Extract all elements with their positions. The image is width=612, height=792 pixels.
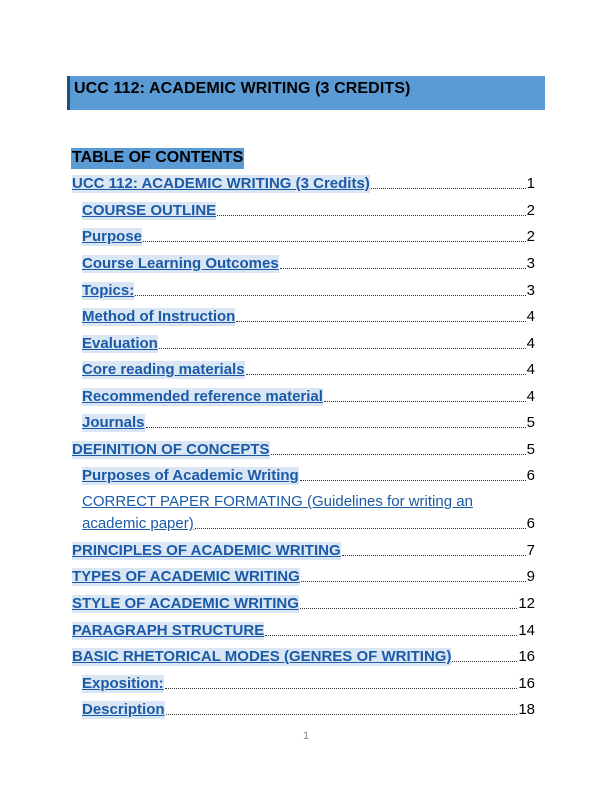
toc-entry-label[interactable]: DEFINITION OF CONCEPTS: [72, 441, 270, 458]
toc-leader-dots: [143, 241, 526, 242]
toc-entry-page: 3: [526, 282, 535, 299]
toc-entry-label[interactable]: PARAGRAPH STRUCTURE: [72, 622, 265, 639]
toc-leader-dots: [280, 268, 526, 269]
toc-entry[interactable]: [82, 701, 535, 719]
toc-entry[interactable]: [72, 175, 535, 193]
toc-entry[interactable]: [82, 202, 535, 220]
toc-entry-page: 4: [526, 335, 535, 352]
document-title-bar: [67, 76, 545, 110]
toc-entry-page: 4: [526, 388, 535, 405]
toc-entry[interactable]: [72, 542, 535, 560]
toc-entry-page: 4: [526, 308, 535, 325]
toc-entry-label[interactable]: BASIC RHETORICAL MODES (GENRES OF WRITING): [72, 648, 452, 665]
toc-entry-label[interactable]: academic paper): [82, 515, 194, 532]
toc-entry-page: 6: [526, 467, 535, 484]
toc-leader-dots: [301, 581, 526, 582]
toc-entry-label-line1[interactable]: CORRECT PAPER FORMATING (Guidelines for writing an: [82, 493, 473, 510]
toc-leader-dots: [159, 348, 526, 349]
toc-entry-label[interactable]: Course Learning Outcomes: [82, 255, 279, 272]
toc-entry-page: 16: [518, 648, 535, 665]
toc-entry-label[interactable]: UCC 112: ACADEMIC WRITING (3 Credits): [72, 175, 370, 192]
toc-heading: TABLE OF CONTENTS: [71, 148, 244, 169]
document-title: UCC 112: ACADEMIC WRITING (3 CREDITS): [74, 80, 411, 97]
toc-entry-page: 18: [518, 701, 535, 718]
toc-entry-label[interactable]: Evaluation: [82, 335, 158, 352]
toc-entry[interactable]: [82, 308, 535, 326]
toc-entry-page: 3: [526, 255, 535, 272]
toc-entry-label[interactable]: Core reading materials: [82, 361, 245, 378]
toc-entry-label[interactable]: Purposes of Academic Writing: [82, 467, 299, 484]
toc-leader-dots: [271, 454, 526, 455]
toc-entry-page: 5: [526, 441, 535, 458]
toc-entry-label[interactable]: STYLE OF ACADEMIC WRITING: [72, 595, 299, 612]
toc-leader-dots: [342, 555, 526, 556]
toc-entry-label[interactable]: Recommended reference material: [82, 388, 323, 405]
toc-entry-page: 4: [526, 361, 535, 378]
toc-leader-dots: [300, 480, 526, 481]
toc-entry[interactable]: [82, 388, 535, 406]
page-number: 1: [302, 730, 310, 742]
toc-leader-dots: [135, 295, 525, 296]
toc-leader-dots: [146, 427, 526, 428]
toc-entry[interactable]: [82, 361, 535, 379]
toc-entry[interactable]: [72, 595, 535, 613]
toc-entry-label[interactable]: TYPES OF ACADEMIC WRITING: [72, 568, 300, 585]
toc-leader-dots: [371, 188, 526, 189]
toc-entry-label[interactable]: Exposition:: [82, 675, 164, 692]
toc-leader-dots: [217, 215, 525, 216]
toc-entry-page: 7: [526, 542, 535, 559]
toc-entry-page: 2: [526, 228, 535, 245]
toc-entry[interactable]: [82, 255, 535, 273]
toc-entry-label[interactable]: COURSE OUTLINE: [82, 202, 217, 219]
toc-leader-dots: [265, 635, 517, 636]
toc-entry-page: 14: [518, 622, 535, 639]
toc-leader-dots: [324, 401, 526, 402]
toc-entry[interactable]: [72, 622, 535, 640]
toc-entry[interactable]: [82, 675, 535, 693]
toc-entry-label[interactable]: PRINCIPLES OF ACADEMIC WRITING: [72, 542, 341, 559]
toc-entry-label[interactable]: Method of Instruction: [82, 308, 236, 325]
toc-leader-dots: [195, 528, 526, 529]
toc-entry-label[interactable]: Topics:: [82, 282, 135, 299]
toc-entry-label[interactable]: Purpose: [82, 228, 143, 245]
toc-leader-dots: [300, 608, 517, 609]
toc-leader-dots: [452, 661, 517, 662]
toc-entry[interactable]: [82, 467, 535, 485]
toc-entry-page: 1: [526, 175, 535, 192]
toc-entry[interactable]: [72, 648, 535, 666]
toc-entry[interactable]: [82, 515, 535, 533]
toc-entry[interactable]: [72, 441, 535, 459]
toc-entry-page: 5: [526, 414, 535, 431]
toc-entry-page: 16: [518, 675, 535, 692]
toc-entry[interactable]: [82, 335, 535, 353]
toc-leader-dots: [246, 374, 526, 375]
toc-leader-dots: [166, 714, 518, 715]
toc-entry-page: 9: [526, 568, 535, 585]
toc-leader-dots: [236, 321, 525, 322]
toc-entry-page: 12: [518, 595, 535, 612]
toc-entry[interactable]: [82, 228, 535, 246]
toc-entry[interactable]: [82, 282, 535, 300]
toc-entry-label[interactable]: Journals: [82, 414, 145, 431]
toc-leader-dots: [165, 688, 518, 689]
toc-entry-label[interactable]: Description: [82, 701, 165, 718]
toc-entry[interactable]: [82, 414, 535, 432]
toc-entry-page: 2: [526, 202, 535, 219]
toc-entry[interactable]: [72, 568, 535, 586]
toc-entry-page: 6: [526, 515, 535, 532]
